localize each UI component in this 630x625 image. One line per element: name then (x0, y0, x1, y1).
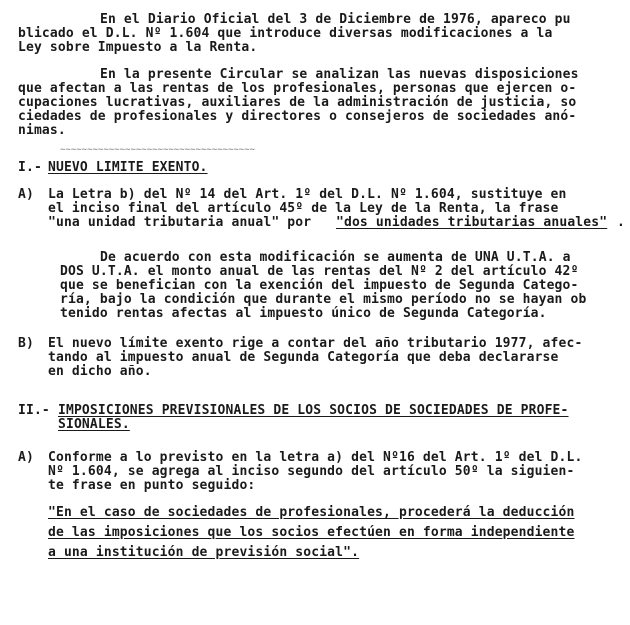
quoted-phrase: "dos unidades tributarias anuales" (336, 215, 608, 230)
quoted-line: "En el caso de sociedades de profesionales, procederá la deducción (48, 505, 575, 520)
section-number: II.- (18, 403, 50, 418)
item-line-end: . (617, 215, 625, 230)
note-line: que se benefician con la exención del impuesto de Segunda Catego- (60, 278, 579, 293)
item-line: tando al impuesto anual de Segunda Categoría que deba declararse (48, 350, 559, 365)
intro-line: ciedades de profesionales y directores o consejeros de sociedades anó- (18, 109, 577, 124)
quoted-line: de las imposiciones que los socios efectúen en forma independiente (48, 525, 575, 540)
intro-line: En la presente Circular se analizan las nuevas disposiciones (100, 67, 579, 82)
intro-line: En el Diario Oficial del 3 de Diciembre de 1976, apareco pu (100, 12, 571, 27)
intro-line: blicado el D.L. Nº 1.604 que introduce diversas modificaciones a la (18, 26, 553, 41)
item-line: Nº 1.604, se agrega al inciso segundo del artículo 50º la siguien- (48, 464, 575, 479)
item-line: el inciso final del artículo 45º de la Ley de la Renta, la frase (48, 201, 559, 216)
item-marker: A) (18, 187, 34, 202)
section-heading: NUEVO LIMITE EXENTO. (48, 160, 208, 175)
intro-line: cupaciones lucrativas, auxiliares de la administración de justicia, so (18, 95, 577, 110)
intro-line: nimas. (18, 123, 66, 138)
item-line: "una unidad tributaria anual" por (48, 215, 320, 230)
section-number: I.- (18, 160, 42, 175)
item-marker: A) (18, 450, 34, 465)
item-line: en dicho año. (48, 364, 152, 379)
section-heading: IMPOSICIONES PREVISIONALES DE LOS SOCIOS DE SOCIEDADES DE PROFE- (58, 403, 569, 418)
quoted-line: a una institución de previsión social". (48, 545, 360, 560)
note-line: ría, bajo la condición que durante el mismo período no se hayan ob (60, 292, 587, 307)
item-line: te frase en punto seguido: (48, 478, 256, 493)
note-line: De acuerdo con esta modificación se aumenta de UNA U.T.A. a (100, 250, 571, 265)
note-line: DOS U.T.A. el monto anual de las rentas del Nº 2 del artículo 42º (60, 264, 579, 279)
intro-line: Ley sobre Impuesto a la Renta. (18, 40, 258, 55)
item-line: Conforme a lo previsto en la letra a) del Nº16 del Art. 1º del D.L. (48, 450, 583, 465)
item-line: La Letra b) del Nº 14 del Art. 1º del D.L. Nº 1.604, sustituye en (48, 187, 567, 202)
faint-overstrike: ~~~~~~~~~~~~~~~~~~~~~~~~~~~~~~~~~~~~ (60, 145, 256, 155)
note-line: tenido rentas afectas al impuesto único de Segunda Categoría. (60, 306, 547, 321)
item-marker: B) (18, 336, 34, 351)
item-line: El nuevo límite exento rige a contar del año tributario 1977, afec- (48, 336, 583, 351)
section-heading: SIONALES. (58, 417, 130, 432)
intro-line: que afectan a las rentas de los profesionales, personas que ejercen o- (18, 81, 577, 96)
